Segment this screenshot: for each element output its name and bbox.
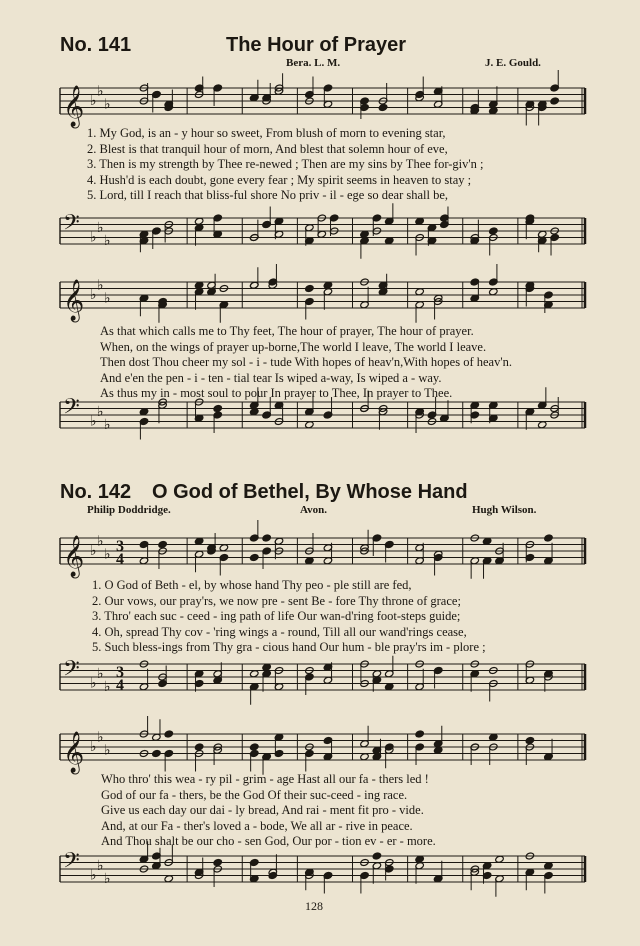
svg-text:3: 3 — [116, 538, 124, 555]
svg-text:𝄢: 𝄢 — [63, 210, 80, 241]
svg-text:4: 4 — [116, 551, 124, 568]
tune-name: Avon. — [300, 504, 327, 516]
svg-text:♭: ♭ — [97, 534, 104, 550]
verse-line: 1. O God of Beth - el, by whose hand Thy peo - ple still are fed, — [92, 578, 412, 592]
svg-text:♭: ♭ — [104, 291, 111, 307]
verse-line: God of our fa - thers, be the God Of their suc-ceed - ing race. — [101, 787, 408, 802]
music-staff — [0, 200, 640, 260]
verse-line: Then dost Thou cheer my sol - i - tude With hopes of heav'n,With hopes of heav'n. — [100, 355, 512, 369]
music-staff — [0, 650, 640, 714]
svg-text:♭: ♭ — [90, 414, 97, 430]
svg-text:♭: ♭ — [104, 871, 111, 887]
verse-line: As thus my in - most soul to pour In prayer to Thee, In prayer to Thee. — [100, 386, 453, 400]
svg-text:𝄢: 𝄢 — [63, 656, 80, 687]
svg-text:𝄞: 𝄞 — [63, 280, 85, 321]
svg-text:𝄞: 𝄞 — [63, 536, 85, 577]
svg-text:♭: ♭ — [90, 94, 97, 109]
verse-line: When, on the wings of prayer up-borne,The world I leave, The world I leave. — [100, 339, 487, 354]
composer: Hugh Wilson. — [472, 504, 537, 516]
verse-block — [87, 126, 483, 204]
tune-name: Bera. L. M. — [286, 57, 341, 69]
hymn-number: No. 142 — [60, 481, 132, 503]
music-staff — [0, 392, 640, 444]
verse-line: 5. Lord, till I reach that bliss-ful shore No priv - il - ege so dear shall be, — [87, 188, 449, 202]
svg-text:♭: ♭ — [97, 278, 104, 294]
verse-block — [101, 772, 436, 850]
svg-text:♭: ♭ — [104, 97, 111, 113]
svg-text:♭: ♭ — [104, 233, 111, 249]
verse-block — [92, 578, 486, 656]
svg-text:♭: ♭ — [90, 740, 97, 755]
verse-line: 1. My God, is an - y hour so sweet, From blush of morn to evening star, — [87, 126, 446, 140]
svg-text:♭: ♭ — [90, 868, 97, 884]
svg-text:♭: ♭ — [97, 84, 104, 100]
composer: J. E. Gould. — [485, 57, 541, 69]
verse-line: Who thro' this wea - ry pil - grim - age Hast all our fa - thers led ! — [101, 772, 429, 786]
music-staff — [0, 716, 640, 772]
svg-text:♭: ♭ — [90, 288, 97, 303]
verse-line: 2. Blest is that tranquil hour of morn, And blest that solemn hour of eve, — [87, 141, 448, 156]
svg-text:♭: ♭ — [97, 730, 104, 746]
verse-line: 5. Such bless-ings from Thy gra - cious hand Our hum - ble pray'rs im - plore ; — [92, 640, 486, 654]
music-staff — [0, 268, 640, 320]
hymn-number: No. 141 — [60, 34, 132, 56]
verse-line: 2. Our vows, our pray'rs, we now pre - sent Be - fore Thy throne of grace; — [92, 593, 461, 608]
hymn-title: The Hour of Prayer — [226, 34, 407, 56]
svg-text:♭: ♭ — [104, 417, 111, 433]
svg-text:♭: ♭ — [104, 743, 111, 759]
verse-block — [100, 324, 512, 402]
svg-text:𝄞: 𝄞 — [63, 86, 85, 127]
svg-text:♭: ♭ — [104, 679, 111, 695]
svg-text:𝄢: 𝄢 — [63, 848, 80, 879]
svg-text:♭: ♭ — [90, 676, 97, 692]
verse-line: 3. Thro' each suc - ceed - ing path of life Our wan-d'ring foot-steps guide; — [92, 609, 461, 623]
page-number: 128 — [305, 899, 323, 913]
hymn-title: O God of Bethel, By Whose Hand — [152, 481, 468, 503]
verse-line: 4. Oh, spread Thy cov - 'ring wings a - round, Till all our wand'rings cease, — [92, 624, 467, 639]
svg-text:♭: ♭ — [97, 404, 104, 420]
svg-text:3: 3 — [116, 664, 124, 681]
author: Philip Doddridge. — [87, 504, 171, 516]
verse-line: 3. Then is my strength by Thee re-newed ; Then are my sins by Thee for-giv'n ; — [87, 157, 484, 171]
svg-text:♭: ♭ — [90, 230, 97, 246]
svg-text:4: 4 — [116, 677, 124, 694]
svg-text:𝄞: 𝄞 — [63, 732, 85, 773]
svg-text:♭: ♭ — [97, 666, 104, 682]
music-staff — [0, 844, 640, 900]
svg-text:♭: ♭ — [90, 544, 97, 559]
verse-line: As that which calls me to Thy feet, The hour of prayer, The hour of prayer. — [100, 324, 474, 338]
verse-line: And, at our Fa - ther's loved a - bode, We all ar - rive in peace. — [101, 818, 413, 833]
svg-text:♭: ♭ — [97, 220, 104, 236]
verse-line: 4. Hush'd is each doubt, gone every fear ; My spirit seems in heaven to stay ; — [87, 172, 472, 187]
verse-line: And Thou shalt be our cho - sen God, Our por - tion ev - er - more. — [101, 834, 436, 848]
music-staff — [0, 74, 640, 126]
svg-text:♭: ♭ — [97, 858, 104, 874]
verse-line: And e'en the pen - i - ten - tial tear Is wiped a-way, Is wiped a - way. — [100, 370, 442, 385]
svg-text:♭: ♭ — [104, 547, 111, 563]
verse-line: Give us each day our dai - ly bread, And rai - ment fit pro - vide. — [101, 803, 424, 817]
svg-text:𝄢: 𝄢 — [63, 394, 80, 425]
music-staff — [0, 520, 640, 576]
